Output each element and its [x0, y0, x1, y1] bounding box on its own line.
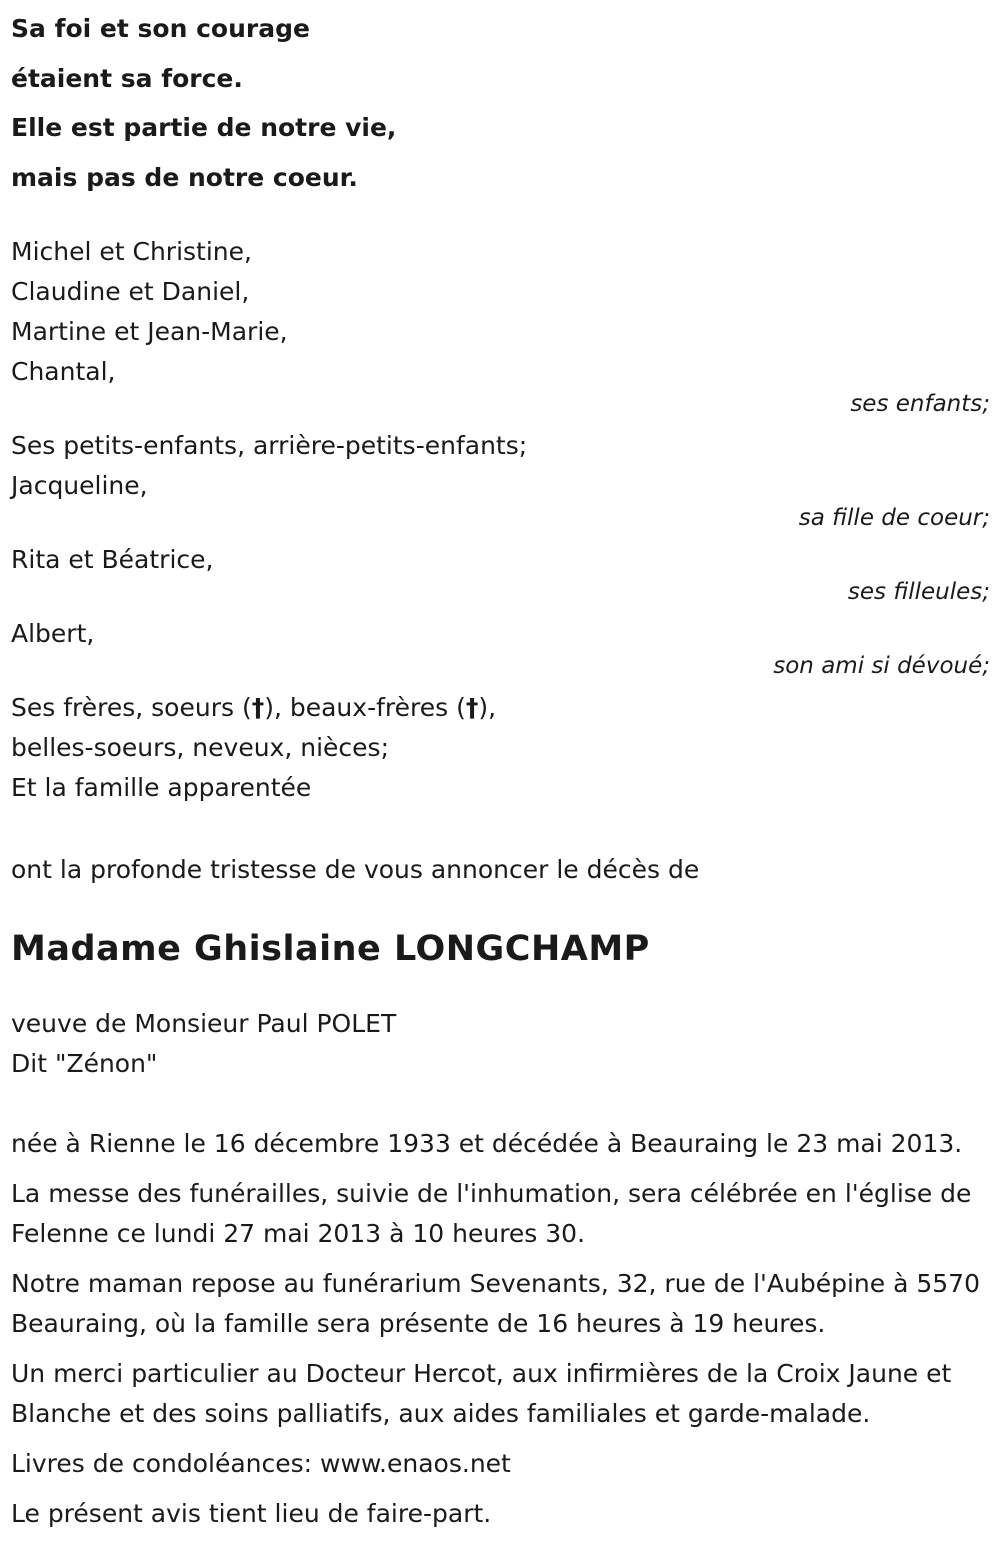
in-laws-line: belles-soeurs, neveux, nièces; — [11, 733, 389, 762]
announcement-line: ont la profonde tristesse de vous annoncer le décès de — [11, 855, 700, 884]
siblings-text-3: ), — [478, 693, 497, 722]
goddaughters-role: ses filleules; — [847, 579, 990, 605]
thanks-paragraph: Un merci particulier au Docteur Hercot, aux infirmières de la Croix Jaune et Blanche et des soins palliatifs, aux aides familiales et garde-malade. — [11, 1359, 952, 1428]
grandchildren-line: Ses petits-enfants, arrière-petits-enfants; — [11, 431, 528, 460]
notice-line: Le présent avis tient lieu de faire-part. — [11, 1499, 492, 1528]
goddaughters-names: Rita et Béatrice, — [11, 545, 214, 574]
birth-death-paragraph: née à Rienne le 16 décembre 1933 et décédée à Beauraing le 23 mai 2013. — [11, 1129, 963, 1158]
deceased-details — [11, 1004, 990, 1084]
relatives-line: Et la famille apparentée — [11, 773, 312, 802]
nickname-line: Dit "Zénon" — [11, 1049, 158, 1078]
daughter-of-heart-name: Jacqueline, — [11, 471, 148, 500]
funeral-home-paragraph: Notre maman repose au funérarium Sevenants, 32, rue de l'Aubépine à 5570 Beauraing, où la famille sera présente de 16 heures à 19 heures. — [11, 1269, 980, 1338]
goddaughters-block — [11, 540, 990, 604]
siblings-text-2: ), beaux-frères ( — [264, 693, 466, 722]
child-couple: Michel et Christine, — [11, 237, 252, 266]
friend-role: son ami si dévoué; — [773, 653, 990, 679]
child-couple: Claudine et Daniel, — [11, 277, 250, 306]
children-block — [11, 232, 990, 416]
grandchildren-block — [11, 426, 990, 530]
children-role: ses enfants; — [850, 391, 990, 417]
child-couple: Martine et Jean-Marie, — [11, 317, 288, 346]
opening-verse — [11, 0, 990, 202]
verse-line: Elle est partie de notre vie, — [11, 113, 397, 142]
cross-icon: † — [465, 693, 479, 722]
deceased-name: Madame Ghislaine LONGCHAMP — [11, 929, 650, 969]
daughter-of-heart-role: sa fille de coeur; — [798, 505, 990, 531]
condolences-line: Livres de condoléances: www.enaos.net — [11, 1449, 511, 1478]
widow-of-line: veuve de Monsieur Paul POLET — [11, 1009, 397, 1038]
extended-family-block — [11, 688, 990, 808]
verse-line: étaient sa force. — [11, 63, 243, 93]
child-couple: Chantal, — [11, 357, 116, 386]
verse-line: mais pas de notre coeur. — [11, 162, 358, 192]
siblings-text-1: Ses frères, soeurs ( — [11, 693, 252, 722]
verse-line: Sa foi et son courage — [11, 14, 310, 43]
funeral-paragraph: La messe des funérailles, suivie de l'inhumation, sera célébrée en l'église de Felenne ce lundi 27 mai 2013 à 10 heures 30. — [11, 1179, 972, 1248]
friend-block — [11, 614, 990, 678]
cross-icon: † — [251, 693, 265, 722]
siblings-line — [11, 688, 990, 728]
friend-name: Albert, — [11, 619, 95, 648]
